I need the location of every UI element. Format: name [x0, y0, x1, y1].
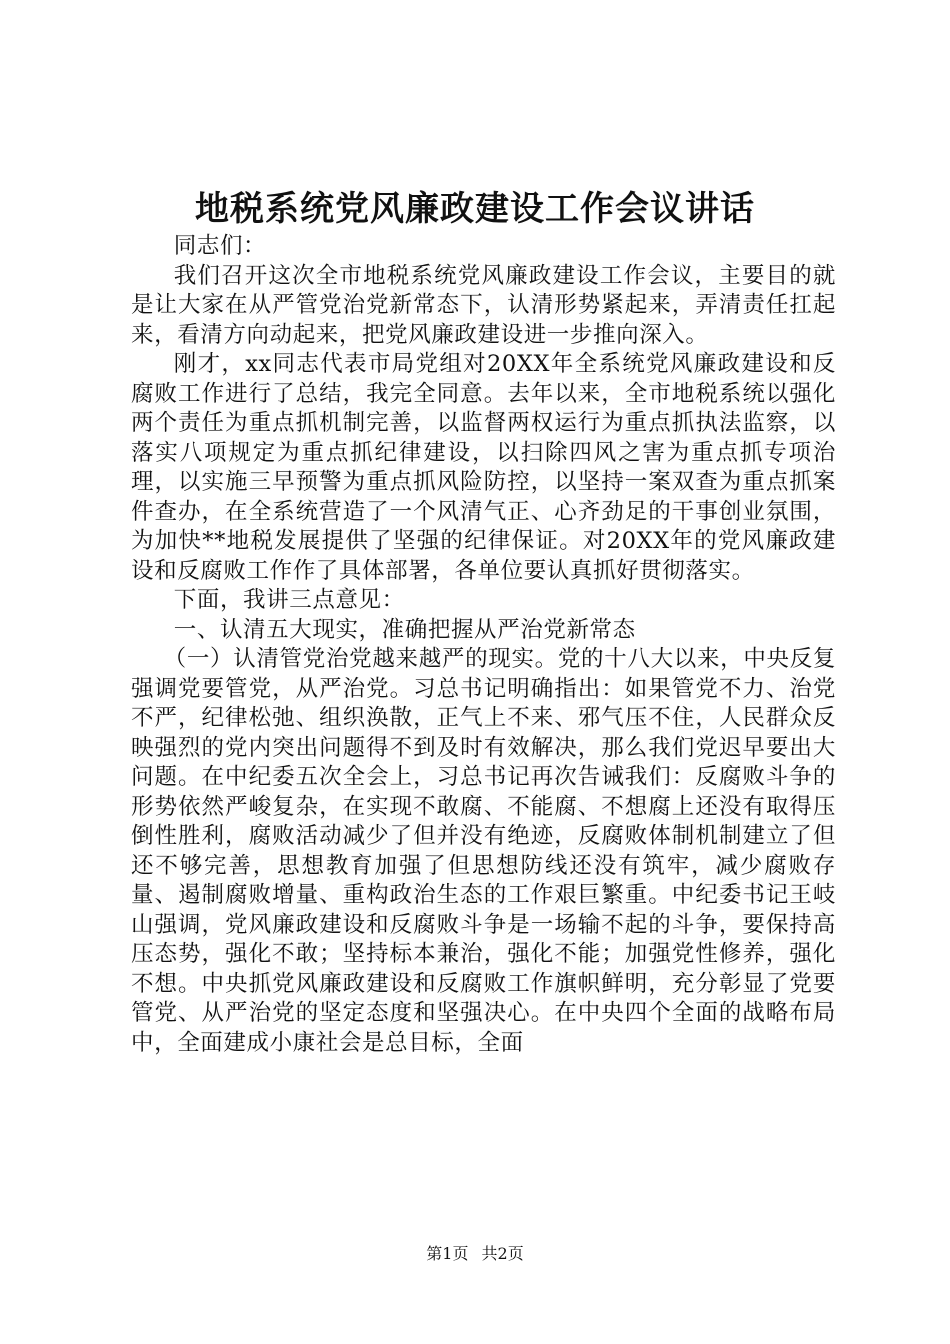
- section-heading-one: 一、认清五大现实，准确把握从严治党新常态: [173, 616, 636, 643]
- outline-paragraph: 下面，我讲三点意见：: [173, 587, 405, 613]
- intro-paragraph: 我们召开这次全市地税系统党风廉政建设工作会议，主要目的就是让大家在从严管党治党新常态下，认清形势紧起来，弄清责任扛起来，看清方向动起来，把党风廉政建设进一步推向深入。: [131, 262, 836, 348]
- document-title: 地税系统党风廉政建设工作会议讲话: [195, 189, 755, 229]
- summary-paragraph: 刚才，xx同志代表市局党组对20XX年全系统党风廉政建设和反腐败工作进行了总结，我完全同意。去年以来，全市地税系统以强化两个责任为重点抓机制完善，以监督两权运行为重点抓执法监察，以落实八项规定为重点抓纪律建设，以扫除四风之害为重点抓专项治理，以实施三早预警为重点抓风险防控，以坚持一案双查为重点抓案件查办，在全系统营造了一个风清气正、心齐劲足的干事创业氛围，为加快**地税发展提供了坚强的纪律保证。对20XX年的党风廉政建设和反腐败工作作了具体部署，各单位要认真抓好贯彻落实。: [131, 351, 836, 584]
- salutation-paragraph: 同志们：: [173, 233, 267, 259]
- document-body: [131, 232, 836, 1058]
- subsection-paragraph-one: （一）认清管党治党越来越严的现实。党的十八大以来，中央反复强调党要管党，从严治党。习总书记明确指出：如果管党不力、治党不严，纪律松弛、组织涣散，正气上不来、邪气压不住，人民群众反映强烈的党内突出问题得不到及时有效解决，那么我们党迟早要出大问题。在中纪委五次全会上，习总书记再次告诫我们：反腐败斗争的形势依然严峻复杂，在实现不敢腐、不能腐、不想腐上还没有取得压倒性胜利，腐败活动减少了但并没有绝迹，反腐败体制机制建立了但还不够完善，思想教育加强了但思想防线还没有筑牢，减少腐败存量、遏制腐败增量、重构政治生态的工作艰巨繁重。中纪委书记王岐山强调，党风廉政建设和反腐败斗争是一场输不起的斗争，要保持高压态势，强化不敢；坚持标本兼治，强化不能；加强党性修养，强化不想。中央抓党风廉政建设和反腐败工作旗帜鲜明，充分彰显了党要管党、从严治党的坚定态度和坚强决心。在中央四个全面的战略布局中，全面建成小康社会是总目标，全面: [131, 646, 836, 1056]
- page-footer: [0, 1243, 950, 1265]
- page-total: 共2页: [481, 1244, 524, 1263]
- page-number: 第1页: [426, 1244, 469, 1263]
